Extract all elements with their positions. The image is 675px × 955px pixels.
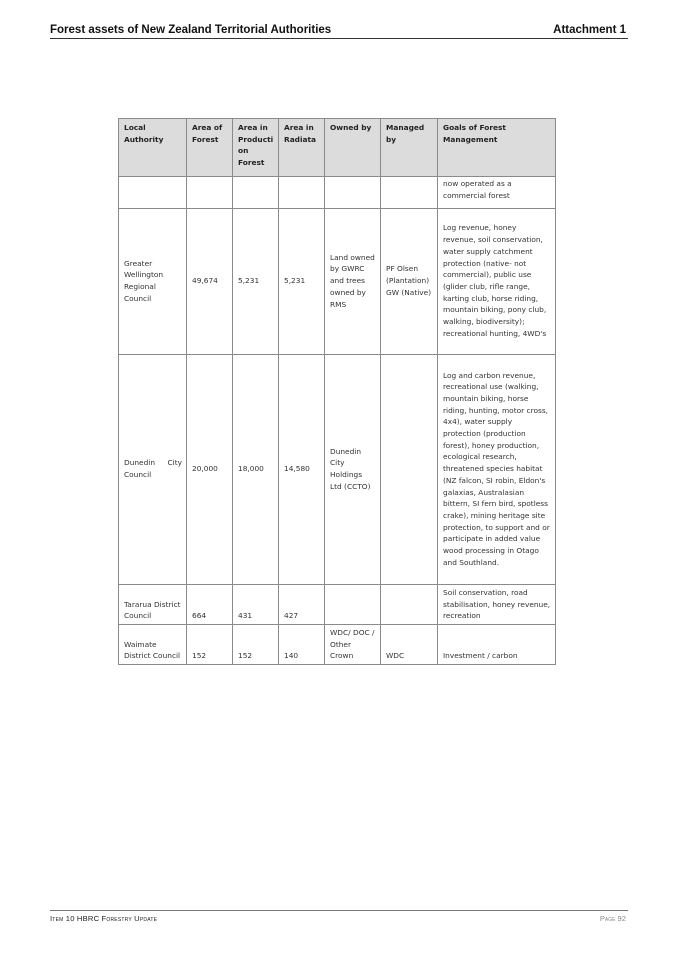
table-row: [119, 625, 556, 665]
table-row: [119, 355, 556, 585]
area-forest-cell: 49,674: [187, 209, 233, 355]
area-forest-cell: 152: [187, 625, 233, 665]
table-cell: [325, 177, 381, 209]
managed-by-cell: WDC: [381, 625, 438, 665]
table-header-row: [119, 119, 556, 177]
authority-cell: [119, 355, 187, 585]
area-radiata-cell: 427: [279, 585, 325, 625]
table-cell: [187, 177, 233, 209]
table-cell: [233, 177, 279, 209]
area-radiata-cell: 140: [279, 625, 325, 665]
page-footer: [50, 910, 628, 925]
owned-by-cell: [325, 585, 381, 625]
column-header: Goals of Forest Management: [438, 119, 556, 177]
footer-item-label: Item 10 HBRC Forestry Update: [50, 914, 158, 923]
forest-assets-table: [118, 118, 556, 665]
page-number: Page 92: [599, 914, 626, 923]
authority-word: City: [167, 458, 182, 468]
goals-cell: Investment / carbon: [438, 625, 556, 665]
authority-word: Dunedin: [124, 458, 156, 468]
table-row: [119, 585, 556, 625]
goals-cell: now operated as a commercial forest: [438, 177, 556, 209]
area-forest-cell: 664: [187, 585, 233, 625]
managed-by-cell: [381, 585, 438, 625]
managed-by-cell: PF Olsen (Plantation) GW (Native): [381, 209, 438, 355]
area-production-cell: 431: [233, 585, 279, 625]
table-cell: [279, 177, 325, 209]
column-header: Area in Producti on Forest: [233, 119, 279, 177]
column-header: Owned by: [325, 119, 381, 177]
area-radiata-cell: 5,231: [279, 209, 325, 355]
managed-by-cell: [381, 355, 438, 585]
authority-cell: Tararua District Council: [119, 585, 187, 625]
column-header: Area in Radiata: [279, 119, 325, 177]
authority-word: Council: [124, 470, 152, 479]
table-row: [119, 209, 556, 355]
area-forest-cell: 20,000: [187, 355, 233, 585]
table-cell: [119, 177, 187, 209]
area-production-cell: 152: [233, 625, 279, 665]
attachment-label: Attachment 1: [553, 24, 626, 36]
goals-cell: Log and carbon revenue, recreational use (walking, mountain biking, horse riding, hunting, motor cross, 4x4), water supply protection (production forest), honey production, ecological research, threatened species habitat (NZ falcon, SI robin, Eldon's galaxias, Australasian bittern, SI fern bird, spotless crake), mining heritage site protection, to support and or participate in added value wood processing in Otago and Southland.: [438, 355, 556, 585]
goals-cell: Log revenue, honey revenue, soil conservation, water supply catchment protection (native- not commercial), public use (glider club, rifle range, karting club, horse riding, mountain biking, pony club, walking, biodiversity); recreational hunting, 4WD's: [438, 209, 556, 355]
column-header: Local Authority: [119, 119, 187, 177]
area-production-cell: 18,000: [233, 355, 279, 585]
table-cell: [381, 177, 438, 209]
column-header: Area of Forest: [187, 119, 233, 177]
area-radiata-cell: 14,580: [279, 355, 325, 585]
owned-by-cell: Land owned by GWRC and trees owned by RMS: [325, 209, 381, 355]
authority-cell: Waimate District Council: [119, 625, 187, 665]
page-header: [50, 22, 628, 39]
table-row-continued: [119, 177, 556, 209]
authority-cell: Greater Wellington Regional Council: [119, 209, 187, 355]
document-title: Forest assets of New Zealand Territorial Authorities: [50, 24, 332, 36]
area-production-cell: 5,231: [233, 209, 279, 355]
owned-by-cell: Dunedin City Holdings Ltd (CCTO): [325, 355, 381, 585]
column-header: Managed by: [381, 119, 438, 177]
owned-by-cell: WDC/ DOC / Other Crown: [325, 625, 381, 665]
goals-cell: Soil conservation, road stabilisation, honey revenue, recreation: [438, 585, 556, 625]
